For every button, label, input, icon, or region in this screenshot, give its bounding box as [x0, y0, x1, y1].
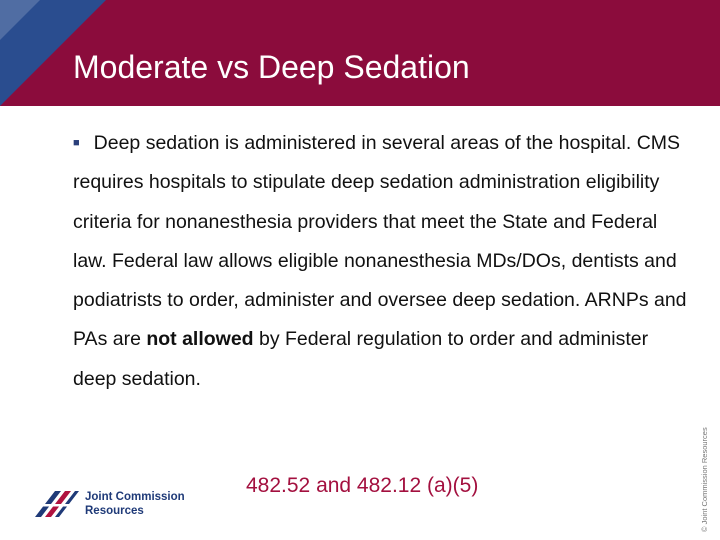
regulation-citation: 482.52 and 482.12 (a)(5) [246, 474, 479, 497]
title-bar [0, 0, 720, 106]
jcr-logo-icon [33, 487, 81, 519]
body-text-emphasis: not allowed [146, 328, 254, 351]
logo-wordmark [85, 490, 185, 518]
logo-line1: Joint Commission [85, 491, 185, 503]
body-text-start: Deep sedation is administered in several areas of the hospital. CMS requires hospitals to stipulate deep sedation administration eligibility criteria for nonanesthesia providers that meet the State and Federal law. Federal law allows eligible nonanesthesia MDs/DOs, dentists and podiatrists to order, administer and oversee deep sedation. ARNPs and PAs are [73, 132, 687, 351]
body-text-end: by Federal regulation to order and administer deep sedation. [73, 328, 649, 390]
header-corner-highlight [0, 0, 40, 40]
square-bullet-icon: ■ [73, 137, 80, 149]
body-paragraph [73, 124, 693, 399]
copyright-notice: © Joint Commission Resources [700, 427, 709, 532]
slide-title: Moderate vs Deep Sedation [73, 49, 470, 85]
logo-line2: Resources [85, 505, 144, 517]
